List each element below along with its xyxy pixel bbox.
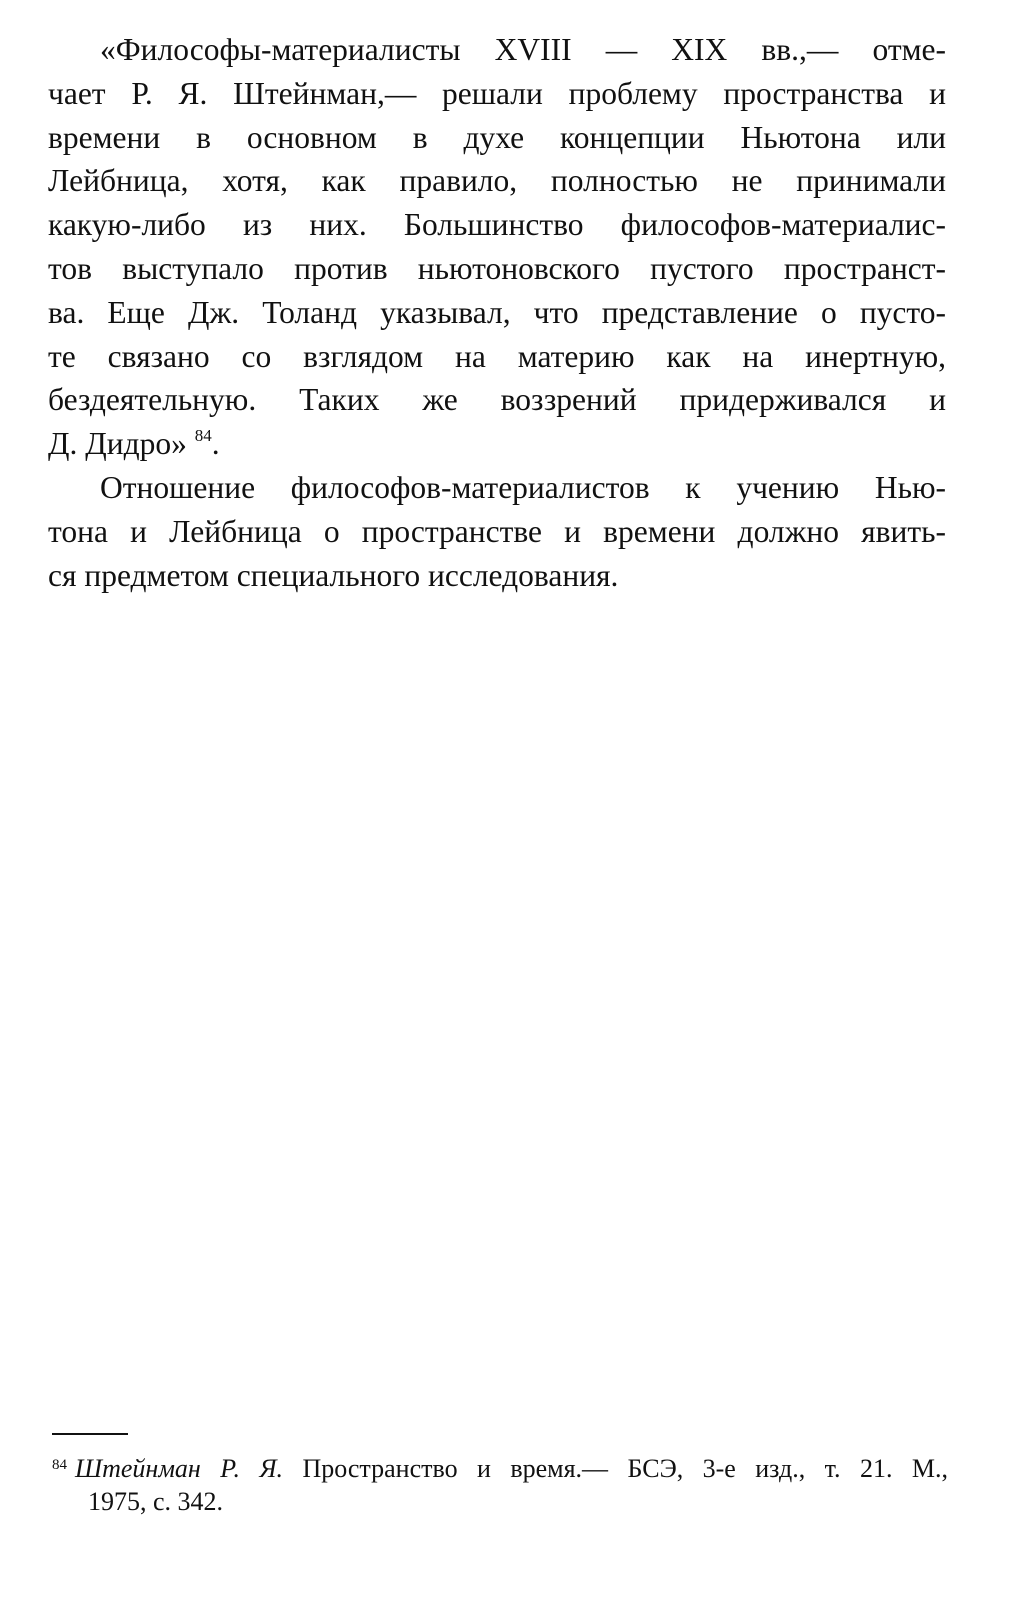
text-fragment: Д. Дидро» [48,426,187,462]
text-line: Лейбница, хотя, как правило, полностью не принимали [48,163,946,199]
text-line: ва. Еще Дж. Толанд указывал, что представление о пусто- [48,294,946,330]
text-line: те связано со взглядом на материю как на инертную, [48,338,946,374]
footnote-author: Штейнман Р. Я. [75,1454,284,1483]
text-line-last: ся предметом специального исследования. [48,557,619,593]
footnote-divider [52,1433,128,1435]
text-line: времени в основном в духе концепции Ньютона или [48,119,946,155]
text-line: Отношение философов-материалистов к учению Нью- [100,469,946,505]
text-line: тов выступало против ньютоновского пустого пространст- [48,250,946,286]
footnote-line-last: 1975, с. 342. [88,1487,224,1516]
footnote-reference: 84 [194,426,212,446]
text-line: какую-либо из них. Большинство философов-материалис- [48,207,946,243]
footnote-number: 84 [52,1457,67,1473]
text-line-last [48,422,946,466]
footnote-citation: Пространство и время.— БСЭ, 3-е изд., т. 21. М., [302,1454,948,1483]
text-line: тона и Лейбница о пространстве и времени должно явить- [48,513,946,549]
footnote [52,1452,948,1518]
text-line: бездеятельную. Таких же воззрений придерживался и [48,382,946,418]
paragraph-quote [48,28,946,466]
footnote-line [52,1452,948,1485]
main-text [48,28,946,597]
text-line: «Философы-материалисты XVIII — XIX вв.,— отме- [100,32,946,67]
paragraph-conclusion [48,466,946,597]
end-punctuation: . [211,426,220,462]
text-line: чает Р. Я. Штейнман,— решали проблему пространства и [48,75,946,111]
